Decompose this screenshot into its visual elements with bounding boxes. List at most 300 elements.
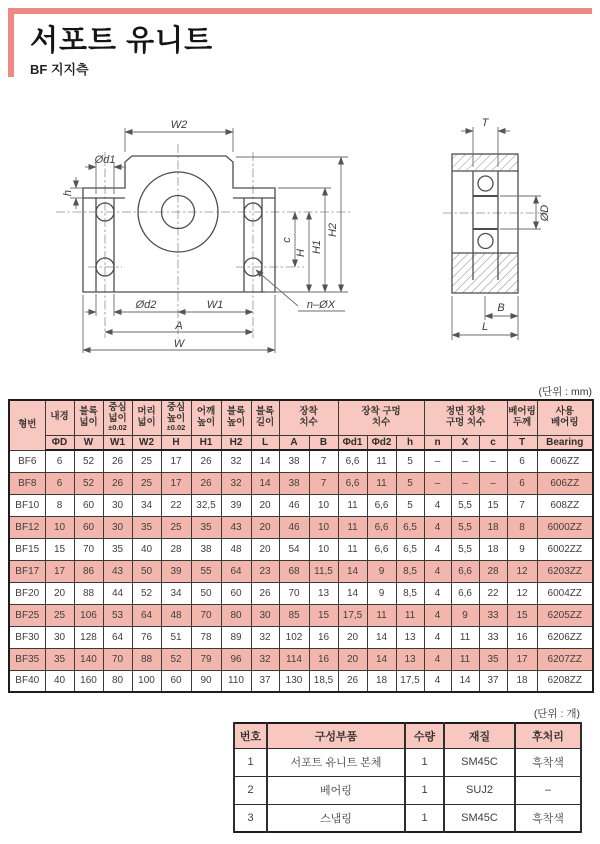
value-cell: 20 <box>338 626 367 648</box>
dim-row-BF35 <box>9 648 593 670</box>
parts-col-header: 번호 <box>234 723 267 748</box>
model-cell: BF12 <box>9 516 45 538</box>
value-cell: 606ZZ <box>537 450 593 472</box>
value-cell: 20 <box>45 582 74 604</box>
value-cell: 6,6 <box>338 450 367 472</box>
value-cell: 64 <box>132 604 161 626</box>
value-cell: 88 <box>132 648 161 670</box>
side-labels <box>482 117 551 333</box>
value-cell: 6002ZZ <box>537 538 593 560</box>
dim-col-symbol: B <box>309 435 338 450</box>
value-cell: 79 <box>191 648 221 670</box>
value-cell: 4 <box>424 604 451 626</box>
value-cell: 17,5 <box>338 604 367 626</box>
parts-cell: SUJ2 <box>444 776 515 804</box>
parts-table <box>233 722 582 833</box>
value-cell: 8,5 <box>396 560 424 582</box>
value-cell: 30 <box>45 626 74 648</box>
dim-col-group-header: 어깨 높이 <box>191 400 221 435</box>
value-cell: 6,6 <box>451 560 479 582</box>
dimension-table <box>8 399 594 693</box>
value-cell: 54 <box>279 538 309 560</box>
value-cell: 32,5 <box>191 494 221 516</box>
value-cell: 102 <box>279 626 309 648</box>
value-cell: 38 <box>191 538 221 560</box>
parts-cell: SM45C <box>444 748 515 776</box>
value-cell: 85 <box>279 604 309 626</box>
value-cell: 11 <box>396 604 424 626</box>
page-title: 서포트 유니트 <box>30 25 214 57</box>
value-cell: 20 <box>338 648 367 670</box>
dim-label-b: B <box>497 302 505 314</box>
dim-row-BF17 <box>9 560 593 582</box>
value-cell: 10 <box>45 516 74 538</box>
value-cell: 6,6 <box>367 494 396 516</box>
model-cell: BF6 <box>9 450 45 472</box>
value-cell: 46 <box>279 516 309 538</box>
value-cell: 18 <box>479 516 507 538</box>
value-cell: 5,5 <box>451 538 479 560</box>
value-cell: 68 <box>279 560 309 582</box>
dim-col-symbol: h <box>396 435 424 450</box>
side-outline <box>452 154 518 293</box>
value-cell: – <box>479 450 507 472</box>
dim-col-group-header: 베어링 두께 <box>507 400 537 435</box>
dim-col-symbol: T <box>507 435 537 450</box>
value-cell: 32 <box>251 626 279 648</box>
dim-col-symbol: Bearing <box>537 435 593 450</box>
value-cell: 30 <box>251 604 279 626</box>
value-cell: 15 <box>507 604 537 626</box>
value-cell: 9 <box>367 560 396 582</box>
value-cell: 12 <box>507 582 537 604</box>
value-cell: 28 <box>479 560 507 582</box>
value-cell: 90 <box>191 670 221 692</box>
value-cell: – <box>424 450 451 472</box>
value-cell: 20 <box>251 516 279 538</box>
page-subtitle: BF 지지측 <box>30 62 89 77</box>
value-cell: 10 <box>309 516 338 538</box>
value-cell: 60 <box>74 494 103 516</box>
value-cell: 32 <box>251 648 279 670</box>
value-cell: 50 <box>132 560 161 582</box>
value-cell: 11 <box>338 538 367 560</box>
value-cell: 70 <box>279 582 309 604</box>
dim-label-h1: H1 <box>311 239 323 255</box>
value-cell: 39 <box>221 494 251 516</box>
value-cell: 114 <box>279 648 309 670</box>
value-cell: 8 <box>45 494 74 516</box>
value-cell: 26 <box>251 582 279 604</box>
value-cell: 70 <box>74 538 103 560</box>
value-cell: 14 <box>338 582 367 604</box>
value-cell: 6 <box>45 472 74 494</box>
parts-cell: 1 <box>234 748 267 776</box>
value-cell: 17 <box>161 450 191 472</box>
value-cell: 20 <box>251 494 279 516</box>
value-cell: 140 <box>74 648 103 670</box>
value-cell: 35 <box>45 648 74 670</box>
dim-row-BF6 <box>9 450 593 472</box>
value-cell: 53 <box>103 604 132 626</box>
dim-col-group-header: 블록 길이 <box>251 400 279 435</box>
dim-col-symbol: W <box>74 435 103 450</box>
dim-col-group-header: 중심 넓이 ±0.02 <box>103 400 132 435</box>
dim-label-w: W <box>173 338 185 350</box>
dim-col-symbol: L <box>251 435 279 450</box>
value-cell: 6207ZZ <box>537 648 593 670</box>
parts-cell: 2 <box>234 776 267 804</box>
value-cell: 16 <box>309 626 338 648</box>
parts-col-header: 후처리 <box>515 723 581 748</box>
value-cell: 34 <box>161 582 191 604</box>
dim-label-od1: Ød1 <box>94 154 116 166</box>
value-cell: 32 <box>221 472 251 494</box>
value-cell: 6 <box>507 450 537 472</box>
model-cell: BF10 <box>9 494 45 516</box>
value-cell: 30 <box>103 516 132 538</box>
value-cell: 14 <box>251 450 279 472</box>
value-cell: 60 <box>161 670 191 692</box>
dim-label-od2: Ød2 <box>135 299 157 311</box>
dim-col-symbol: H <box>161 435 191 450</box>
value-cell: 11,5 <box>309 560 338 582</box>
value-cell: 43 <box>103 560 132 582</box>
value-cell: 26 <box>103 472 132 494</box>
dim-label-c: c <box>281 237 293 243</box>
dim-col-group-header: 형번 <box>9 400 45 450</box>
value-cell: 32 <box>221 450 251 472</box>
value-cell: 18 <box>479 538 507 560</box>
value-cell: 23 <box>251 560 279 582</box>
dim-label-H: H <box>295 249 307 257</box>
model-cell: BF8 <box>9 472 45 494</box>
parts-row <box>234 776 581 804</box>
value-cell: 11 <box>451 648 479 670</box>
dim-row-BF8 <box>9 472 593 494</box>
value-cell: 14 <box>251 472 279 494</box>
value-cell: 48 <box>221 538 251 560</box>
value-cell: 26 <box>191 472 221 494</box>
dim-col-symbol: W2 <box>132 435 161 450</box>
value-cell: 22 <box>161 494 191 516</box>
technical-drawing <box>0 0 600 380</box>
value-cell: 11 <box>451 626 479 648</box>
value-cell: 5 <box>396 450 424 472</box>
value-cell: 35 <box>479 648 507 670</box>
value-cell: – <box>451 450 479 472</box>
parts-cell: 베어링 <box>267 776 405 804</box>
value-cell: 18 <box>507 670 537 692</box>
value-cell: 128 <box>74 626 103 648</box>
model-cell: BF17 <box>9 560 45 582</box>
dim-col-group-header: 정면 장착 구멍 치수 <box>424 400 507 435</box>
value-cell: 4 <box>424 560 451 582</box>
value-cell: 30 <box>103 494 132 516</box>
value-cell: 606ZZ <box>537 472 593 494</box>
value-cell: 40 <box>45 670 74 692</box>
parts-header-row <box>234 723 581 748</box>
value-cell: 7 <box>309 450 338 472</box>
value-cell: 43 <box>221 516 251 538</box>
parts-cell: SM45C <box>444 804 515 832</box>
model-cell: BF15 <box>9 538 45 560</box>
dim-row-BF30 <box>9 626 593 648</box>
value-cell: 80 <box>221 604 251 626</box>
parts-cell: 스냅링 <box>267 804 405 832</box>
value-cell: 86 <box>74 560 103 582</box>
value-cell: 25 <box>132 450 161 472</box>
value-cell: 70 <box>191 604 221 626</box>
value-cell: 80 <box>103 670 132 692</box>
front-labels <box>62 119 339 350</box>
value-cell: 25 <box>132 472 161 494</box>
value-cell: 7 <box>309 472 338 494</box>
value-cell: 6205ZZ <box>537 604 593 626</box>
value-cell: 60 <box>74 516 103 538</box>
value-cell: 4 <box>424 516 451 538</box>
value-cell: 20 <box>251 538 279 560</box>
dim-col-group-header: 장착 치수 <box>279 400 338 435</box>
value-cell: 78 <box>191 626 221 648</box>
dim-label-t: T <box>481 117 489 129</box>
dim-label-od: ØD <box>539 204 551 222</box>
value-cell: 52 <box>74 472 103 494</box>
value-cell: 22 <box>479 582 507 604</box>
value-cell: 6,6 <box>451 582 479 604</box>
value-cell: 28 <box>161 538 191 560</box>
value-cell: 16 <box>507 626 537 648</box>
value-cell: 4 <box>424 648 451 670</box>
value-cell: 14 <box>451 670 479 692</box>
value-cell: 34 <box>132 494 161 516</box>
value-cell: 26 <box>338 670 367 692</box>
dim-col-symbol: ΦD <box>45 435 74 450</box>
dim-col-symbol: Φd2 <box>367 435 396 450</box>
value-cell: 4 <box>424 538 451 560</box>
value-cell: – <box>451 472 479 494</box>
value-cell: 50 <box>191 582 221 604</box>
value-cell: 6,6 <box>367 538 396 560</box>
value-cell: 33 <box>479 626 507 648</box>
value-cell: 13 <box>309 582 338 604</box>
model-cell: BF25 <box>9 604 45 626</box>
value-cell: – <box>424 472 451 494</box>
value-cell: 12 <box>507 560 537 582</box>
model-cell: BF35 <box>9 648 45 670</box>
dim-label-a: A <box>175 320 183 332</box>
value-cell: 26 <box>191 450 221 472</box>
dim-label-h2: H2 <box>327 222 339 238</box>
parts-col-header: 재질 <box>444 723 515 748</box>
value-cell: – <box>479 472 507 494</box>
value-cell: 13 <box>396 648 424 670</box>
value-cell: 6004ZZ <box>537 582 593 604</box>
dim-row-BF40 <box>9 670 593 692</box>
value-cell: 9 <box>507 538 537 560</box>
value-cell: 5 <box>396 494 424 516</box>
dim-col-symbol: c <box>479 435 507 450</box>
parts-cell: 흑착색 <box>515 748 581 776</box>
dim-label-h: h <box>62 189 74 197</box>
model-cell: BF40 <box>9 670 45 692</box>
value-cell: 39 <box>161 560 191 582</box>
value-cell: 37 <box>251 670 279 692</box>
value-cell: 35 <box>103 538 132 560</box>
dim-row-BF10 <box>9 494 593 516</box>
dim-col-group-header: 머리 넓이 <box>132 400 161 435</box>
parts-cell: 서포트 유니트 본체 <box>267 748 405 776</box>
value-cell: 52 <box>161 648 191 670</box>
value-cell: 88 <box>74 582 103 604</box>
value-cell: 33 <box>479 604 507 626</box>
parts-cell: 1 <box>405 748 444 776</box>
dim-col-group-header: 내경 <box>45 400 74 435</box>
value-cell: 5,5 <box>451 516 479 538</box>
value-cell: 51 <box>161 626 191 648</box>
value-cell: 15 <box>309 604 338 626</box>
dim-col-symbol: n <box>424 435 451 450</box>
value-cell: 11 <box>367 450 396 472</box>
front-view <box>56 119 352 353</box>
value-cell: 4 <box>424 494 451 516</box>
model-cell: BF20 <box>9 582 45 604</box>
value-cell: 14 <box>338 560 367 582</box>
value-cell: 6 <box>45 450 74 472</box>
dim-col-group-header: 블록 높이 <box>221 400 251 435</box>
value-cell: 10 <box>309 494 338 516</box>
value-cell: 9 <box>367 582 396 604</box>
value-cell: 13 <box>396 626 424 648</box>
value-cell: 4 <box>424 670 451 692</box>
value-cell: 38 <box>279 472 309 494</box>
dim-header-group-row <box>9 400 593 435</box>
model-cell: BF30 <box>9 626 45 648</box>
value-cell: 8 <box>507 516 537 538</box>
value-cell: 17 <box>161 472 191 494</box>
dim-col-group-header: 블록 넓이 <box>74 400 103 435</box>
dim-col-symbol: X <box>451 435 479 450</box>
dim-row-BF12 <box>9 516 593 538</box>
value-cell: 130 <box>279 670 309 692</box>
dim-header-symbol-row <box>9 435 593 450</box>
value-cell: 18 <box>367 670 396 692</box>
value-cell: 11 <box>367 604 396 626</box>
value-cell: 46 <box>279 494 309 516</box>
value-cell: 89 <box>221 626 251 648</box>
value-cell: 17,5 <box>396 670 424 692</box>
value-cell: 6206ZZ <box>537 626 593 648</box>
value-cell: 6000ZZ <box>537 516 593 538</box>
value-cell: 14 <box>367 626 396 648</box>
value-cell: 5 <box>396 472 424 494</box>
dim-label-nox: n–ØX <box>306 299 336 311</box>
value-cell: 4 <box>424 582 451 604</box>
dim-col-symbol: H1 <box>191 435 221 450</box>
value-cell: 15 <box>479 494 507 516</box>
dim-label-l: L <box>481 321 489 333</box>
value-cell: 48 <box>161 604 191 626</box>
value-cell: 4 <box>424 626 451 648</box>
value-cell: 52 <box>74 450 103 472</box>
side-view <box>443 117 551 340</box>
value-cell: 64 <box>221 560 251 582</box>
value-cell: 6203ZZ <box>537 560 593 582</box>
value-cell: 16 <box>309 648 338 670</box>
value-cell: 6,5 <box>396 538 424 560</box>
parts-cell: 흑착색 <box>515 804 581 832</box>
value-cell: 60 <box>221 582 251 604</box>
value-cell: 35 <box>132 516 161 538</box>
value-cell: 26 <box>103 450 132 472</box>
parts-col-header: 구성부품 <box>267 723 405 748</box>
parts-cell: 1 <box>405 804 444 832</box>
parts-row <box>234 804 581 832</box>
parts-cell: – <box>515 776 581 804</box>
parts-col-header: 수량 <box>405 723 444 748</box>
dim-label-w1: W1 <box>206 299 224 311</box>
value-cell: 100 <box>132 670 161 692</box>
dim-row-BF25 <box>9 604 593 626</box>
value-cell: 35 <box>191 516 221 538</box>
dim-col-symbol: A <box>279 435 309 450</box>
dim-table-unit-label: (단위 : mm) <box>538 386 592 398</box>
value-cell: 6 <box>507 472 537 494</box>
value-cell: 6,6 <box>367 516 396 538</box>
dim-col-group-header: 중심 높이 ±0.02 <box>161 400 191 435</box>
dim-row-BF20 <box>9 582 593 604</box>
value-cell: 25 <box>161 516 191 538</box>
value-cell: 17 <box>507 648 537 670</box>
parts-cell: 1 <box>405 776 444 804</box>
value-cell: 17 <box>45 560 74 582</box>
value-cell: 6,6 <box>338 472 367 494</box>
value-cell: 6,5 <box>396 516 424 538</box>
value-cell: 15 <box>45 538 74 560</box>
value-cell: 608ZZ <box>537 494 593 516</box>
dim-col-symbol: Φd1 <box>338 435 367 450</box>
value-cell: 160 <box>74 670 103 692</box>
value-cell: 76 <box>132 626 161 648</box>
dim-col-symbol: W1 <box>103 435 132 450</box>
value-cell: 55 <box>191 560 221 582</box>
parts-cell: 3 <box>234 804 267 832</box>
value-cell: 11 <box>338 494 367 516</box>
value-cell: 110 <box>221 670 251 692</box>
value-cell: 106 <box>74 604 103 626</box>
value-cell: 11 <box>338 516 367 538</box>
parts-row <box>234 748 581 776</box>
value-cell: 9 <box>451 604 479 626</box>
dim-col-group-header: 장착 구멍 치수 <box>338 400 424 435</box>
value-cell: 37 <box>479 670 507 692</box>
dim-row-BF15 <box>9 538 593 560</box>
value-cell: 38 <box>279 450 309 472</box>
front-outline <box>83 156 275 292</box>
value-cell: 5,5 <box>451 494 479 516</box>
dim-col-group-header: 사용 베어링 <box>537 400 593 435</box>
dim-col-symbol: H2 <box>221 435 251 450</box>
value-cell: 64 <box>103 626 132 648</box>
parts-table-unit-label: (단위 : 개) <box>533 708 580 720</box>
value-cell: 10 <box>309 538 338 560</box>
value-cell: 18,5 <box>309 670 338 692</box>
value-cell: 25 <box>45 604 74 626</box>
value-cell: 52 <box>132 582 161 604</box>
value-cell: 96 <box>221 648 251 670</box>
value-cell: 8,5 <box>396 582 424 604</box>
dim-label-w2: W2 <box>170 119 188 131</box>
